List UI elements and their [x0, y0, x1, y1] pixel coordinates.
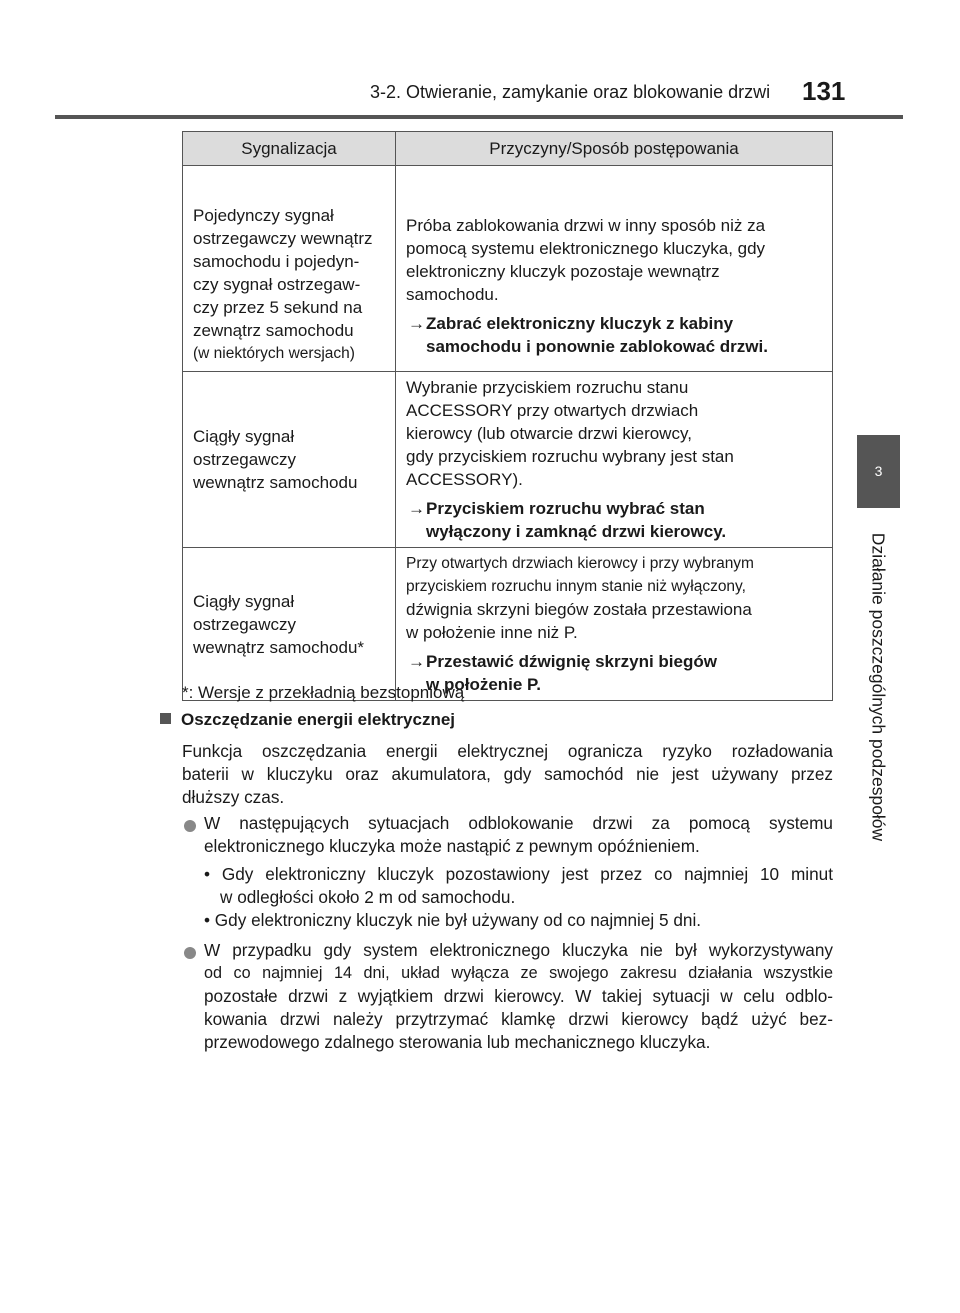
table-footnote: *: Wersje z przekładnią bezstopniową [182, 683, 465, 702]
cause-line: ACCESSORY przy otwartych drzwiach [406, 401, 699, 420]
round-bullet-icon [184, 820, 196, 832]
paragraph-line: elektronicznego kluczyka może nastąpić z pewnym opóźnieniem. [204, 836, 700, 856]
action-instruction [406, 312, 822, 358]
signal-line: samochodu i pojedyn- [193, 252, 360, 271]
signal-line: czy sygnał ostrzegaw- [193, 275, 361, 294]
paragraph-line: W przypadku gdy system elektronicznego kluczyka nie był wykorzystywany [204, 940, 833, 960]
signal-line: zewnątrz samochodu [193, 321, 354, 340]
arrow-icon: → [408, 314, 425, 333]
action-instruction [406, 650, 822, 696]
round-bullet-icon [184, 947, 196, 959]
action-line: samochodu i ponownie zablokować drzwi. [426, 337, 768, 356]
cause-line: Próba zablokowania drzwi w inny sposób niż za [406, 216, 766, 235]
column-header-signal: Sygnalizacja [183, 132, 396, 166]
cause-line: dźwignia skrzyni biegów została przestawiona [406, 600, 752, 619]
cause-line: gdy przyciskiem rozruchu wybrany jest stan [406, 447, 734, 466]
chapter-label: Działanie poszczególnych podzespołów [868, 532, 889, 842]
signal-line: wewnątrz samochodu* [193, 637, 365, 657]
warning-signals-table [182, 131, 833, 701]
section-heading [160, 710, 455, 730]
cause-line: ACCESSORY). [406, 470, 523, 489]
signal-line: Pojedynczy sygnał [193, 206, 334, 225]
section-title: 3-2. Otwieranie, zamykanie oraz blokowanie drzwi [370, 82, 771, 102]
cause-line: pomocą systemu elektronicznego kluczyka, gdy [406, 239, 766, 258]
action-line: w położenie P. [426, 675, 541, 694]
cause-cell [396, 166, 833, 372]
sub-bullet [204, 909, 833, 932]
arrow-icon: → [408, 499, 425, 518]
action-line: Przestawić dźwignię skrzyni biegów [426, 652, 717, 671]
paragraph-line: od co najmniej 14 dni, układ wyłącza ze swojego zakresu działania wszystkie [204, 964, 833, 982]
paragraph-line: • Gdy elektroniczny kluczyk nie był używany od co najmniej 5 dni. [204, 910, 702, 930]
column-header-cause: Przyczyny/Sposób postępowania [396, 132, 833, 166]
cause-line: kierowcy (lub otwarcie drzwi kierowcy, [406, 424, 692, 443]
signal-line: ostrzegawczy wewnątrz [193, 229, 373, 248]
chapter-number-tab: 3 [857, 435, 900, 508]
cause-line: Wybranie przyciskiem rozruchu stanu [406, 378, 689, 397]
page-number: 131 [802, 76, 846, 106]
action-line: Zabrać elektroniczny kluczyk z kabiny [426, 314, 734, 333]
table-row [183, 548, 833, 701]
table-header-row [183, 132, 833, 166]
section-heading-text: Oszczędzanie energii elektrycznej [181, 710, 456, 729]
square-bullet-icon [160, 713, 171, 724]
signal-line: czy przez 5 sekund na [193, 298, 363, 317]
paragraph-line: dłuższy czas. [182, 787, 285, 807]
signal-line: wewnątrz samochodu [193, 473, 358, 492]
signal-line: Ciągły sygnał [193, 427, 295, 446]
paragraph-line: baterii w kluczyku oraz akumulatora, gdy samochód nie jest używany przez [182, 764, 833, 784]
table-row [183, 166, 833, 372]
signal-cell [183, 372, 396, 548]
signal-cell [183, 548, 396, 701]
bullet-paragraph [204, 812, 833, 858]
signal-line: (w niektórych wersjach) [193, 345, 355, 362]
action-line: Przyciskiem rozruchu wybrać stan [426, 499, 705, 518]
arrow-icon: → [408, 652, 425, 671]
sub-bullet [204, 863, 833, 909]
bullet-paragraph [204, 939, 833, 1054]
signal-line: ostrzegawczy [193, 450, 296, 469]
cause-line: samochodu. [406, 285, 499, 304]
paragraph-line: przewodowego zdalnego sterowania lub mechanicznego kluczyka. [204, 1032, 711, 1052]
paragraph-line: kowania drzwi należy przytrzymać klamkę drzwi kierowcy bądź użyć bez- [204, 1009, 833, 1029]
cause-cell [396, 548, 833, 701]
paragraph-line: Funkcja oszczędzania energii elektrycznej ogranicza ryzyko rozładowania [182, 741, 833, 761]
paragraph-line: pozostałe drzwi z wyjątkiem drzwi kierowcy. W takiej sytuacji w celu odblo- [204, 986, 833, 1006]
paragraph-line: • Gdy elektroniczny kluczyk pozostawiony jest przez co najmniej 10 minut [204, 864, 833, 884]
cause-line: elektroniczny kluczyk pozostaje wewnątrz [406, 262, 720, 281]
intro-paragraph [182, 740, 833, 809]
signal-cell [183, 166, 396, 372]
cause-line: w położenie inne niż P. [406, 623, 578, 642]
paragraph-line: W następujących sytuacjach odblokowanie drzwi za pomocą systemu [204, 813, 833, 833]
cause-cell [396, 372, 833, 548]
signal-line: Ciągły sygnał [193, 591, 295, 611]
paragraph-line: w odległości około 2 m od samochodu. [220, 887, 516, 907]
signal-line: ostrzegawczy [193, 614, 296, 634]
table-row [183, 372, 833, 548]
cause-line: przyciskiem rozruchu innym stanie niż wyłączony, [406, 578, 746, 595]
cause-line: Przy otwartych drzwiach kierowcy i przy wybranym [406, 555, 754, 572]
action-line: wyłączony i zamknąć drzwi kierowcy. [426, 522, 727, 541]
action-instruction [406, 497, 822, 543]
header-rule [55, 115, 903, 119]
